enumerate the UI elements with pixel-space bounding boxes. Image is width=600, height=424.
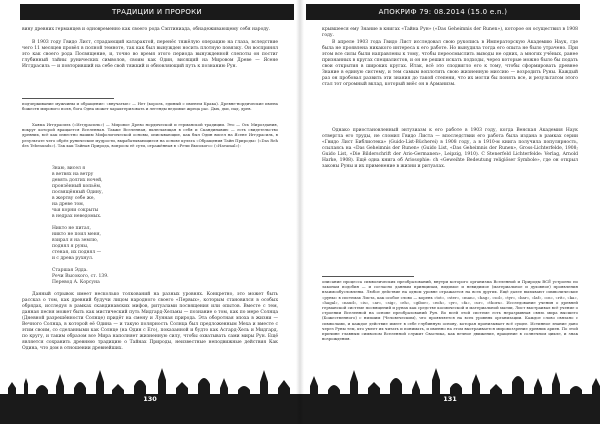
right-running-header: АПОКРИФ 79: 08.2014 (15.0 e.n.) [306, 4, 580, 20]
right-footer-skyline [300, 364, 600, 424]
right-paragraph-1: В апреле 1903 года Гвидо Лист исследовал свою рукопись в Императорскую Академию Наук, где была не проявлена никакого интереса к его работе. Но вынудила тогда его опыта не было утрачено. При этом все силы были направлены к тому, чтобы переосмыслить выводы не одних, а многих учёных, ранее признанных в кругах специалистов, и он не решил искать подходы, через которые можно было бы подать свои открытия в широких кругах. Итак, всё это сподвигло его к тому, чтобы сформировать древнее Знание в единую систему, и тем самым воплотить свою жизненную миссию — возродить Руны. Каждый раз он пробовал развить эти знания до такой степени, что их могли бы понять все, и результатом этого стал тот огромный вклад, который внёс он в Арманизм. [322, 40, 578, 87]
right-paragraph-2: Однако приостановленный энтузиазм к его работе в 1903 году, когда Венская Академия Наук отвергла его труды, не сломил Гвидо Листа — впоследствии его работа была издана в рамках серии «Гвидо Лист Библиотека» (Guido-List-Bücherei) в 1908 году, а в 1910-м книга получила популярность, ссылаясь на «Das Geheimnis der Runen» (Guido List, «Das Geheimnis der Runen», Gross-Lichterfelde, 1908; Guido List, «Die Bilderschrift der Ario-Germanen», Leipzig, 1910). С Stenerfeld Lichterfelde: Verlag, Arnold Harke, 1908). Ещё одна книга об Ariosophie: ch «Geweihte Bedeutung religiöser Symbole», где он открыл законы Руны и их применение в жизни и ритуалах. [322, 128, 578, 169]
poem-line: Знаю, висел я [52, 166, 86, 171]
left-footnote: подчеркивание мужчины и обращение: «внучатые» — Нет (король, единый с именем Крака). Древне-нордические имена божеств мирового поля, бога Одна может характеризовать и легенды ведомые жреца рас. Дых, дьи, пад, древ. [22, 101, 278, 112]
right-page [300, 0, 600, 424]
poem-line: стеная, их поднял — [52, 250, 102, 255]
right-paragraph-top: крывшееся ему Знание в книгах «Тайна Рун» («Das Geheimnis der Runen»), которое он осуществил в 1908 году. [322, 27, 578, 38]
city-skyline-icon [300, 364, 600, 424]
poem-line: Никто не питал, [52, 226, 91, 231]
poem-line: на древе том, [52, 202, 85, 207]
footnote-rule [22, 98, 114, 99]
left-paragraph-3: Данный отрывок имеет несколько толкований на разных уровнях. Конкретно, это может быть рассказ о том, как древний будучи лицом народного своего «Первых», которым становился в особых обрядах, исследуя в рамках скандинавских мифов, ритуалами посвящения или опытов. Вместе с тем, данная песня может быть как мистический путь Мидгард-Хельмы — познание о том, как по мере Солнца (Дневной разрешённости Солнце) придёт на смену и Лунная природа. Эта оборотная эпоха в жизни — Вечного Солнца, в которой её Одина — и такую полярность Солнца был предложенным Меха и вместе с этим своим, со сделанными как Солнце (на Один с Его), показанной и будто как Асгард-Хель и Мидгард, по кругу, и таким образом все Мира наполняет жизненную силу, чтобы охватывать сами миры Рун. Ещё является сохранить древнюю традицию о Тайнах Природы, неизвестные неподвижные действия Как Одина, что дом в отношении древнейших. [22, 292, 278, 351]
poem-line: взирал я на землю, [52, 238, 99, 243]
poem-block [52, 166, 109, 286]
book-gutter [296, 0, 304, 424]
poem-source: Старшая Эдда. [52, 268, 88, 273]
left-paragraph-1: В 1903 году Гвидо Лист, страдающий катарактой, перенёс тяжёлую операцию на глаза, вследствие чего 11 месяцев провёл в полной темноте, так как был вынужден носить плотную повязку. Он воспринял это как своего рода Посвящение, и, точно во время этого периода вынужденной слепоты он постиг глубинный тайны рунических символов, своим как Один, висящий на Мировом Древе — Ясене Иггдрасиль — и повторивший на себе свой тяжкий и обновляющий путь к познанию Рун. [22, 40, 278, 69]
left-footer-skyline [0, 364, 300, 424]
left-paragraph-top: вину древних германцев и одновременно как своего рода Сэптиниада, обнадеживающему себя народу. [22, 27, 271, 32]
left-page-number: 130 [143, 395, 157, 403]
poem-line: в жертву себе же, [52, 196, 95, 201]
left-running-header: ТРАДИЦИИ И ПРОРОКИ [20, 4, 294, 20]
poem-source: Перевод А. Корсуна [52, 280, 100, 285]
left-paragraph-2: Хаяма Иггдрасиль («Иггдрасиль») — Мировое Древо нордической и германской традиции. Это — Ось Мироздания, вокруг которой вращается Вселенная. Также Вселенная, включающая в себя и Скандинавию — есть свидетельство древних, всё как известно нашим Мифологической основы, описывающие, как был Один висел на Ясене Иггдрасиль, в результате чего обрёл рунические мудрости, вырабатывающиеся на основе культа «Обращения Тайн Природы» («Das Reh des Tebenunds»). Так как Тайная Природа, вопросы её сути, отражённая в «Речи Высокого» («Havamal»): [22, 122, 278, 148]
city-skyline-icon [0, 364, 300, 424]
poem-line: и с древа рухнул. [52, 256, 94, 261]
poem-line: чьи корни сокрыты [52, 208, 99, 213]
poem-line: поднял я руны, [52, 244, 89, 249]
poem-source: Речи Высокого, ст. 139. [52, 274, 109, 279]
footnote-rule [322, 276, 414, 277]
right-footnote: описание процесса символических преобразований, внутри которого организма Вселенной и Природы ВСЁ устроено по законам подобия — и согласно данным принципам, видимое и невидимое (материальное и духовное) проявления взаимообусловлены. Любое действие на одном уровне отражается на всех других. Ещё далее вызывают символические «руны» в системах Листа, как особое слово — корень «tot», «ster», «man», «hag», «sol», «tyr», «bar», «laf», «os», «rit», «ka», «hagal», «naud», «is», «ar», «sig», «eh», «gibor», «eoh», «yr», «fa», «ur», «thorn». Исследование учения о древней германской системе посвящений и рунах как средстве космической и материальной магии, Лист выстраивал всё учение о строении Вселенной на основе преобразований Рун. Во всей этой системе есть неразрывная связь мира высшего (Божественного) с низшим (Человеческим), что проявляется на всех уровнях организации. Каждое слово связано с символами, и каждое действие имеет в себе глубинную основу, которая пронизывает всё сущее. Истинное знание дано через Руны тем, кто умеет их читать и понимать, и именно на этом выстраивается мировоззрение древних ариев. По этой причине главным символом Вселенной служит Свастика, как вечное движение, вращение в солнечном цикле, и знак возрождения. [322, 279, 578, 342]
poem-line: в ветвях на ветру [52, 172, 94, 177]
poem-line: в недрах неведомых. [52, 214, 102, 219]
right-page-number: 131 [443, 395, 457, 403]
poem-line: никто не поил меня, [52, 232, 101, 237]
poem-line: девять долгих ночей, [52, 178, 103, 183]
poem-line: пронзённый копьём, [52, 184, 102, 189]
poem-line: посвящённый Одину, [52, 190, 103, 195]
